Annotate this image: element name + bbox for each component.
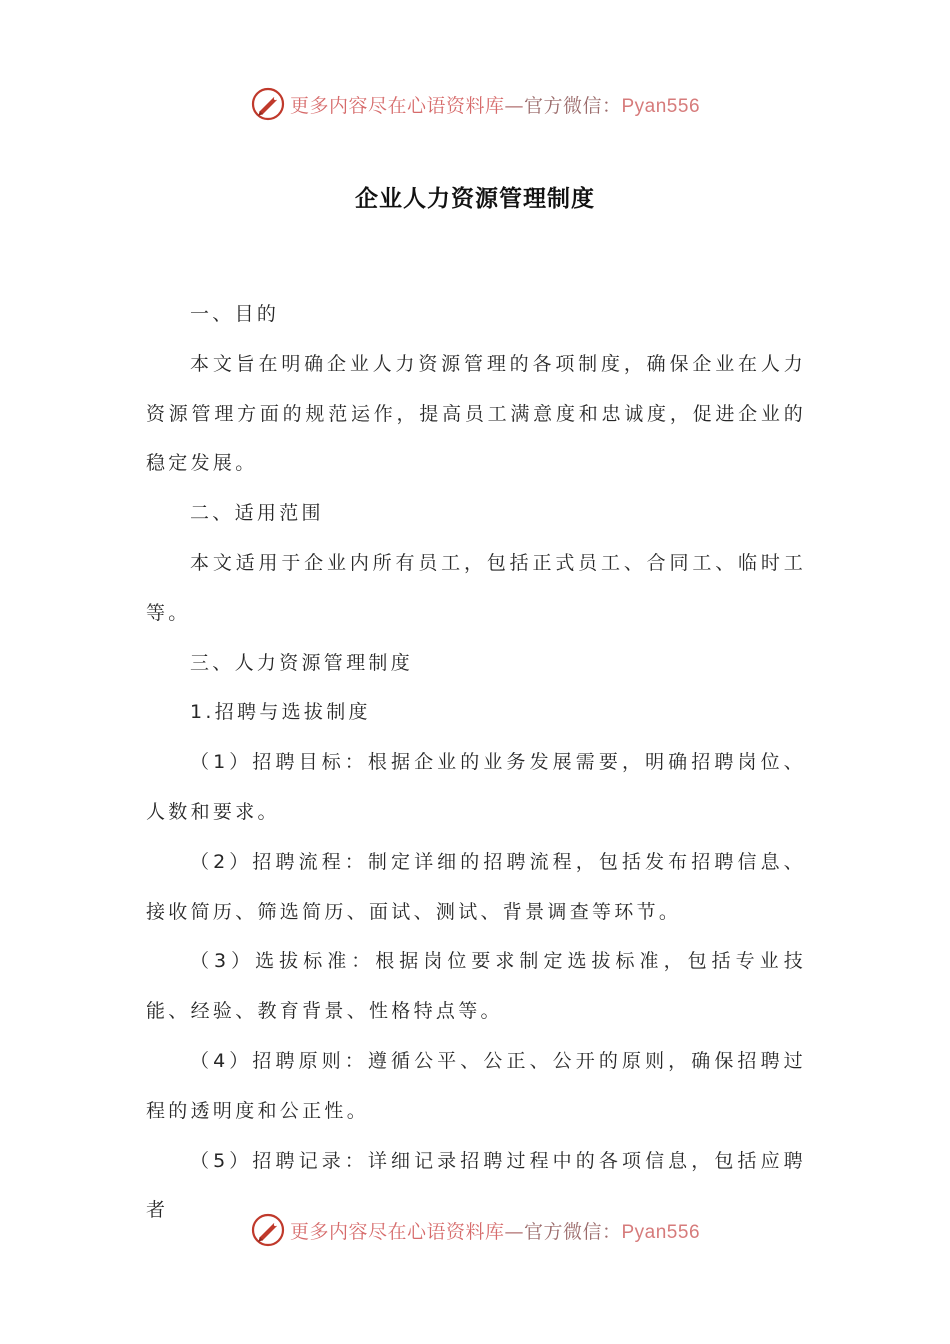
banner-text <box>290 91 700 118</box>
pen-nib-logo-icon <box>250 1212 286 1248</box>
subsection-heading-recruitment: 1.招聘与选拔制度 <box>190 701 371 724</box>
list-item-recruitment-process: （2）招聘流程：制定详细的招聘流程，包括发布招聘信息、接收简历、筛选简历、面试、测试、背景调查等环节。 <box>146 850 806 923</box>
list-item-selection-criteria: （3）选拔标准：根据岗位要求制定选拔标准，包括专业技能、经验、教育背景、性格特点等。 <box>146 950 806 1023</box>
list-item-recruitment-record: （5）招聘记录：详细记录招聘过程中的各项信息，包括应聘者 <box>146 1149 806 1222</box>
banner-brand: 更多内容尽在心语资料库 <box>289 94 505 117</box>
section-heading-purpose: 一、目的 <box>190 303 280 325</box>
pen-nib-logo-icon <box>250 86 286 122</box>
banner-wechat-label: 官方微信： <box>523 94 622 117</box>
paragraph-purpose: 本文旨在明确企业人力资源管理的各项制度，确保企业在人力资源管理方面的规范运作，提高员工满意度和忠诚度，促进企业的稳定发展。 <box>146 352 806 475</box>
banner-wechat-id: Pyan556 <box>621 1221 701 1243</box>
section-heading-system: 三、人力资源管理制度 <box>190 651 414 674</box>
document-title: 企业人力资源管理制度 <box>355 185 595 212</box>
document-body <box>146 290 806 1236</box>
banner-brand: 更多内容尽在心语资料库 <box>289 1220 505 1243</box>
banner-separator: — <box>504 94 524 117</box>
banner-wechat-label: 官方微信： <box>523 1220 622 1243</box>
section-heading-scope: 二、适用范围 <box>190 502 324 525</box>
banner-separator: — <box>504 1220 524 1243</box>
list-item-recruitment-principle: （4）招聘原则：遵循公平、公正、公开的原则，确保招聘过程的透明度和公正性。 <box>146 1049 806 1122</box>
paragraph-scope: 本文适用于企业内所有员工，包括正式员工、合同工、临时工等。 <box>146 551 806 624</box>
banner-wechat-id: Pyan556 <box>621 95 701 117</box>
footer-banner <box>0 1210 950 1250</box>
header-banner <box>0 84 950 124</box>
list-item-recruitment-goal: （1）招聘目标：根据企业的业务发展需要，明确招聘岗位、人数和要求。 <box>146 751 806 823</box>
banner-text <box>290 1217 700 1244</box>
